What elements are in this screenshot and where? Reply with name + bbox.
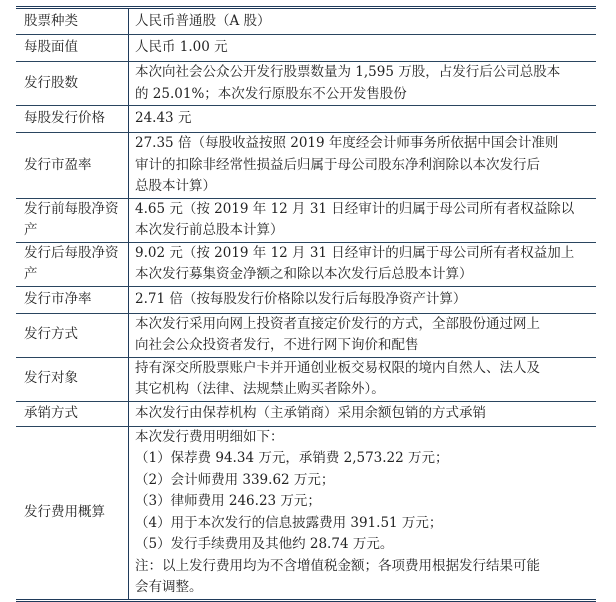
value-line: （4）用于本次发行的信息披露费用 391.51 万元；: [135, 514, 443, 531]
row-label: 发行市盈率: [16, 133, 129, 199]
row-value: [129, 426, 597, 600]
row-value: [129, 133, 597, 199]
value-line: 本次发行前总股本计算）: [135, 222, 284, 238]
value-line: 向社会公众投资者发行，不进行网下询价和配售: [135, 337, 419, 353]
value-line: 本次向社会公众公开发行股票数量为 1,595 万股，占发行后公司总股本: [135, 64, 561, 80]
value-line: 27.35 倍（每股收益按照 2019 年度经会计师事务所依据中国会计准则: [135, 135, 559, 151]
row-label: 发行后每股净资产: [16, 242, 129, 286]
row-value: [129, 35, 597, 62]
value-line: 2.71 倍（按每股发行价格除以发行后每股净资产计算）: [135, 290, 467, 307]
value-line: （2）会计师费用 339.62 万元；: [135, 471, 335, 488]
value-line: 其它机构（法律、法规禁止购买者除外）。: [135, 381, 385, 397]
table-row: [16, 198, 596, 242]
table-row: [16, 357, 596, 401]
table-row: [16, 35, 596, 62]
value-line: 4.65 元（按 2019 年 12 月 31 日经审计的归属于母公司所有者权益除以: [135, 200, 575, 217]
table-row: [16, 242, 596, 286]
row-value: [129, 8, 597, 35]
value-line: （5）发行手续费用及其他约 28.74 万元。: [135, 536, 394, 552]
row-value: [129, 106, 597, 133]
value-line: 会有调整。: [135, 579, 203, 595]
value-line: 9.02 元（按 2019 年 12 月 31 日经审计的归属于母公司所有者权益加上: [135, 244, 575, 261]
value-line: 本次发行募集资金净额之和除以本次发行后总股本计算）: [135, 266, 473, 282]
row-label: 发行前每股净资产: [16, 198, 129, 242]
row-value: [129, 401, 597, 426]
table-row: [16, 401, 596, 426]
table-row: [16, 313, 596, 357]
value-line: 本次发行采用向网上投资者直接定价发行的方式，全部股份通过网上: [135, 315, 540, 332]
table-row: [16, 62, 596, 106]
table-row: [16, 426, 596, 600]
row-label: 每股面值: [16, 35, 129, 62]
row-label: 发行股数: [16, 62, 129, 106]
value-line: 持有深交所股票账户卡并开通创业板交易权限的境内自然人、法人及: [135, 359, 540, 376]
row-value: [129, 62, 597, 106]
row-label: 发行市净率: [16, 286, 129, 313]
value-line: 的 25.01%；本次发行原股东不公开发售股份: [135, 85, 407, 102]
value-line: （3）律师费用 246.23 万元；: [135, 493, 321, 509]
row-value: [129, 198, 597, 242]
row-label: 每股发行价格: [16, 106, 129, 133]
value-line: 审计的扣除非经常性损益后归属于母公司股东净利润除以本次发行后: [135, 156, 540, 173]
row-label: 发行对象: [16, 357, 129, 401]
row-label: 发行费用概算: [16, 426, 129, 600]
value-line: 本次发行费用明细如下：: [135, 428, 284, 445]
table-row: [16, 286, 596, 313]
table-row: [16, 106, 596, 133]
value-line: 本次发行由保荐机构（主承销商）采用余额包销的方式承销: [135, 404, 486, 421]
row-label: 发行方式: [16, 313, 129, 357]
value-line: 人民币 1.00 元: [135, 39, 228, 56]
value-line: （1）保荐费 94.34 万元，承销费 2,573.22 万元；: [135, 450, 449, 466]
row-value: [129, 286, 597, 313]
row-value: [129, 357, 597, 401]
value-line: 总股本计算）: [135, 178, 216, 194]
issuance-info-table: [16, 6, 596, 602]
table-row: [16, 8, 596, 35]
table-row: [16, 133, 596, 199]
row-label: 股票种类: [16, 8, 129, 35]
row-value: [129, 242, 597, 286]
row-value: [129, 313, 597, 357]
value-line: 人民币普通股（A 股）: [135, 12, 271, 29]
value-line: 24.43 元: [135, 110, 192, 127]
value-line: 注：以上发行费用均为不含增值税金额；各项费用根据发行结果可能: [135, 557, 540, 574]
row-label: 承销方式: [16, 401, 129, 426]
